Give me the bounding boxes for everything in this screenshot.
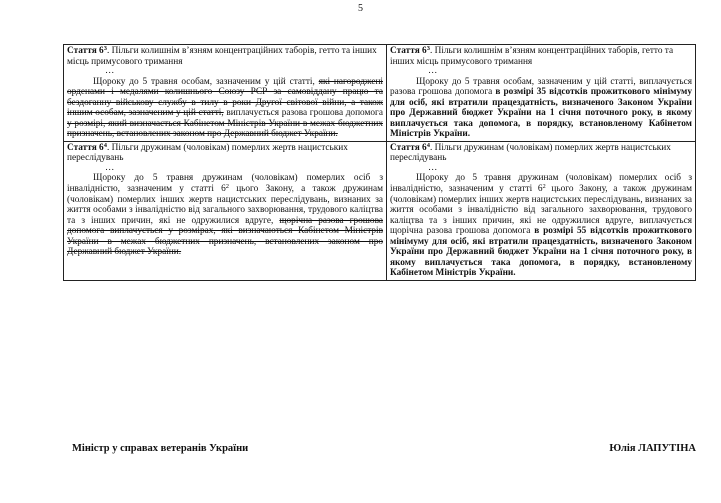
signatory-name: Юлія ЛАПУТІНА — [609, 443, 696, 454]
table-row — [64, 45, 696, 142]
added-text: в розмірі 35 відсотків прожиткового мінімуму для осіб, які втратили працездатність, визначеного Законом України про Державний бюджет України на 1 січня поточного року, в якому виплачується така допомога, в порядку, встановленому Кабінетом Міністрів України. — [390, 87, 693, 140]
ellipsis: … — [428, 162, 438, 173]
article-number: Стаття $6^4$ — [67, 141, 107, 153]
deleted-text: у розмірі, який визначається Кабінетом Міністрів України в межах бюджетних призначень, встановлених законом про Державний бюджет України. — [67, 118, 383, 140]
deleted-text: щорічна разова грошова допомога виплачується у розмірах, які визначаються Кабінетом Міністрів України в межах бюджетних призначень, встановлених законом про Державний бюджет України. — [67, 215, 383, 258]
article-title: . Пільги дружинам (чоловікам) померлих жертв нацистських переслідувань — [390, 142, 671, 164]
ellipsis: … — [105, 66, 115, 77]
article-heading — [67, 143, 383, 164]
article-title: . Пільги дружинам (чоловікам) померлих жертв нацистських переслідувань — [67, 142, 348, 164]
table-row — [64, 141, 696, 280]
article-paragraph: Щороку до 5 травня особам, зазначеним у цій статті, які нагороджені орденами і медалями колишнього Союзу РСР за самовіддану працю та бездоганну військову службу в тилу в роки Другої світової війни, а також іншим особам, зазначеним у цій статті, виплачується разова грошова допомога у розмірі, який визначається Кабінетом Міністрів України в межах бюджетних призначень, встановлених законом про Державний бюджет України. — [67, 76, 384, 140]
article-paragraph: Щороку до 5 травня особам, зазначеним у цій статті, виплачується разова грошова допомога в розмірі 35 відсотків прожиткового мінімуму для осіб, які втратили працездатність, визначеного Законом України про Державний бюджет України на 1 січня поточного року, в якому виплачується така допомога, в порядку, встановленому Кабінетом Міністрів України. — [390, 76, 693, 140]
article-heading — [390, 46, 692, 67]
ellipsis: … — [428, 66, 438, 77]
ellipsis: … — [105, 162, 115, 173]
article-number: Стаття $6^3$ — [390, 45, 430, 56]
article-number: Стаття $6^3$ — [67, 45, 107, 56]
proposed-version-cell — [387, 141, 696, 280]
article-heading — [390, 143, 692, 164]
comparison-table — [63, 44, 696, 281]
added-text: в розмірі 55 відсотків прожиткового мінімуму для осіб, які втратили працездатність, визначеного Законом України про Державний бюджет України на 1 січня поточного року, в якому виплачується така допомога, в порядку, встановленому Кабінетом Міністрів України. — [390, 226, 693, 279]
signatory-position: Міністр у справах ветеранів України — [72, 443, 249, 454]
page-number: 5 — [358, 3, 363, 14]
article-paragraph: Щороку до 5 травня дружинам (чоловікам) померлих осіб з інвалідністю, зазначеним у статті $6^2$ цього Закону, а також дружинам (чоловікам) померлих інших жертв нацистських переслідувань, визнаних за життя особами з інвалідністю від загального захворювання, трудового каліцтва та з інших причин, які не одружилися вдруге, щорічна разова грошова допомога виплачується у розмірах, які визначаються Кабінетом Міністрів України в межах бюджетних призначень, встановлених законом про Державний бюджет України. — [67, 173, 383, 258]
article-heading — [67, 46, 383, 67]
current-version-cell — [64, 141, 387, 280]
article-number: Стаття $6^4$ — [390, 141, 430, 153]
current-version-cell — [64, 45, 387, 142]
article-title: . Пільги колишнім в’язням концентраційних таборів, гетто та інших місць примусового тримання — [67, 46, 377, 67]
deleted-text: які нагороджені орденами і медалями колишнього Союзу РСР за самовіддану працю та бездоганну військову службу в тилу в роки Другої світової війни, а також іншим особам, зазначеним у цій статті, — [67, 76, 383, 119]
proposed-version-cell — [387, 45, 696, 142]
article-title: . Пільги колишнім в’язням концентраційних таборів, гетто та інших місць примусового тримання — [390, 46, 674, 67]
article-paragraph: Щороку до 5 травня дружинам (чоловікам) померлих осіб з інвалідністю, зазначеним у статті $6^2$ цього Закону, а також дружинам (чоловікам) померлих інших жертв нацистських переслідувань, визнаних за життя особами з інвалідністю від загального захворювання, трудового каліцтва та з інших причин, які не одружилися вдруге, виплачується щорічна разова грошова допомога в розмірі 55 відсотків прожиткового мінімуму для осіб, які втратили працездатність, визначеного Законом України про Державний бюджет України на 1 січня поточного року, в якому виплачується така допомога, в порядку, встановленому Кабінетом Міністрів України. — [390, 173, 693, 279]
